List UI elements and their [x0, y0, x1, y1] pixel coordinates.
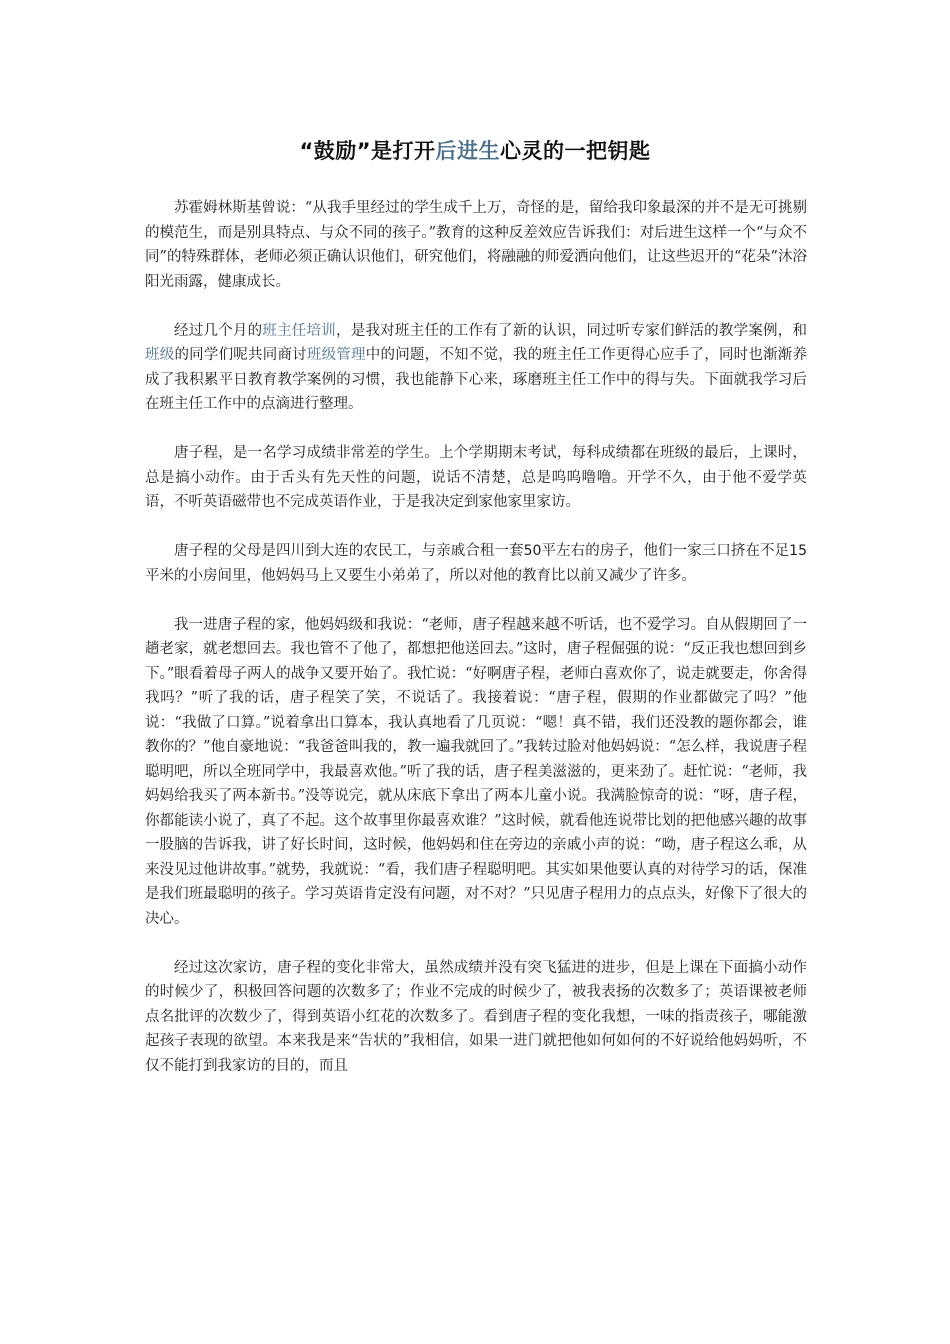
document-body [145, 196, 807, 1103]
paragraph-text: 平米的小房间里，他妈妈马上又要生小弟弟了，所以对他的教育比以前又减少了许多。 [145, 567, 696, 584]
paragraph-text: 唐子程，是一名学习成绩非常差的学生。上个学期期末考试，每科成绩都在班级的最后，上课时，总是搞小动作。由于舌头有先天性的问题，说话不清楚，总是呜呜噜噜。开学不久，由于他不爱学英语，不听英语磁带也不完成英语作业，于是我决定到家他家里家访。 [145, 445, 807, 510]
paragraph-text: 唐子程的父母是四川到大连的农民工，与亲戚合租一套 [174, 543, 524, 559]
inline-keyword-link[interactable]: 班主任培训 [262, 322, 336, 339]
title-part-pre: “鼓励”是打开 [299, 139, 436, 163]
paragraph [145, 441, 807, 515]
paragraph-text: 苏霍姆林斯基曾说：“从我手里经过的学生成千上万，奇怪的是，留给我印象最深的并不是无可挑剔的模范生，而是别具特点、与众不同的孩子。”教育的这种反差效应告诉我们：对后进生这样一个“与众不同”的特殊群体，老师必须正确认识他们，研究他们，将融融的师爱洒向他们，让这些迟开的“花朵”沐浴阳光雨露，健康成长。 [145, 200, 807, 290]
paragraph-text: 经过几个月的 [174, 322, 263, 339]
paragraph-text: 中的问题，不知不觉，我的班主任工作更得心应手了，同时也渐渐养成了我积累平日教育教学案例的习惯，我也能静下心来，琢磨班主任工作中的得与失。下面就我学习后在班主任工作中的点滴进行整理。 [145, 347, 808, 412]
inline-number: 50 [523, 543, 542, 559]
inline-keyword-link[interactable]: 班级 [145, 347, 175, 363]
paragraph [145, 956, 807, 1079]
paragraph [145, 613, 807, 932]
paragraph-text: 我一进唐子程的家，他妈妈级和我说：“老师，唐子程越来越不听话，也不爱学习。自从假期回了一趟老家，就老想回去。我也管不了他了，都想把他送回去。”这时，唐子程倔强的说：“反正我也想回到乡下。”眼看着母子两人的战争又要开始了。我忙说：“好啊唐子程，老师白喜欢你了，说走就要走，你舍得我吗？”听了我的话，唐子程笑了笑，不说话了。我接着说：“唐子程，假期的作业都做完了吗？”他说：“我做了口算。”说着拿出口算本，我认真地看了几页说：“嗯！真不错，我们还没教的题你都会，谁教你的？”他自豪地说：“我爸爸叫我的，教一遍我就回了。”我转过脸对他妈妈说：“怎么样，我说唐子程聪明吧，所以全班同学中，我最喜欢他。”听了我的话，唐子程美滋滋的，更来劲了。赶忙说：“老师，我妈妈给我买了两本新书。”没等说完，就从床底下拿出了两本儿童小说。我满脸惊奇的说：“呀，唐子程，你都能读小说了，真了不起。这个故事里你最喜欢谁？”这时候，就看他连说带比划的把他感兴趣的故事一股脑的告诉我，讲了好长时间，这时候，他妈妈和住在旁边的亲戚小声的说：“呦，唐子程这么乖，从来没见过他讲故事。”就势，我就说：“看，我们唐子程聪明吧。其实如果他要认真的对待学习的话，保准是我们班最聪明的孩子。学习英语肯定没有问题，对不对？”只见唐子程用力的点点头，好像下了很大的决心。 [145, 616, 807, 927]
title-part-post: 心灵的一把钥匙 [500, 139, 651, 163]
paragraph-text: 平左右的房子，他们一家三口挤在不足 [541, 543, 790, 559]
paragraph [145, 196, 807, 294]
paragraph [145, 539, 807, 588]
title-keyword-link[interactable]: 后进生 [435, 139, 501, 163]
inline-keyword-link[interactable]: 班级管理 [306, 347, 366, 363]
document-title [0, 135, 950, 167]
paragraph [145, 319, 807, 417]
paragraph-text: 经过这次家访，唐子程的变化非常大，虽然成绩并没有突飞猛进的进步，但是上课在下面搞小动作的时候少了，积极回答问题的次数多了；作业不完成的时候少了，被我表扬的次数多了；英语课被老师点名批评的次数少了，得到英语小红花的次数多了。看到唐子程的变化我想，一味的指责孩子，哪能激起孩子表现的欲望。本来我是来“告状的”我相信，如果一进门就把他如何如何的不好说给他妈妈听，不仅不能打到我家访的目的，而且 [145, 959, 807, 1074]
paragraph-text: ，是我对班主任的工作有了新的认识，同过听专家们鲜活的教学案例，和 [336, 322, 808, 339]
paragraph-text: 的同学们呢共同商讨 [174, 347, 307, 363]
inline-number: 15 [789, 543, 807, 559]
